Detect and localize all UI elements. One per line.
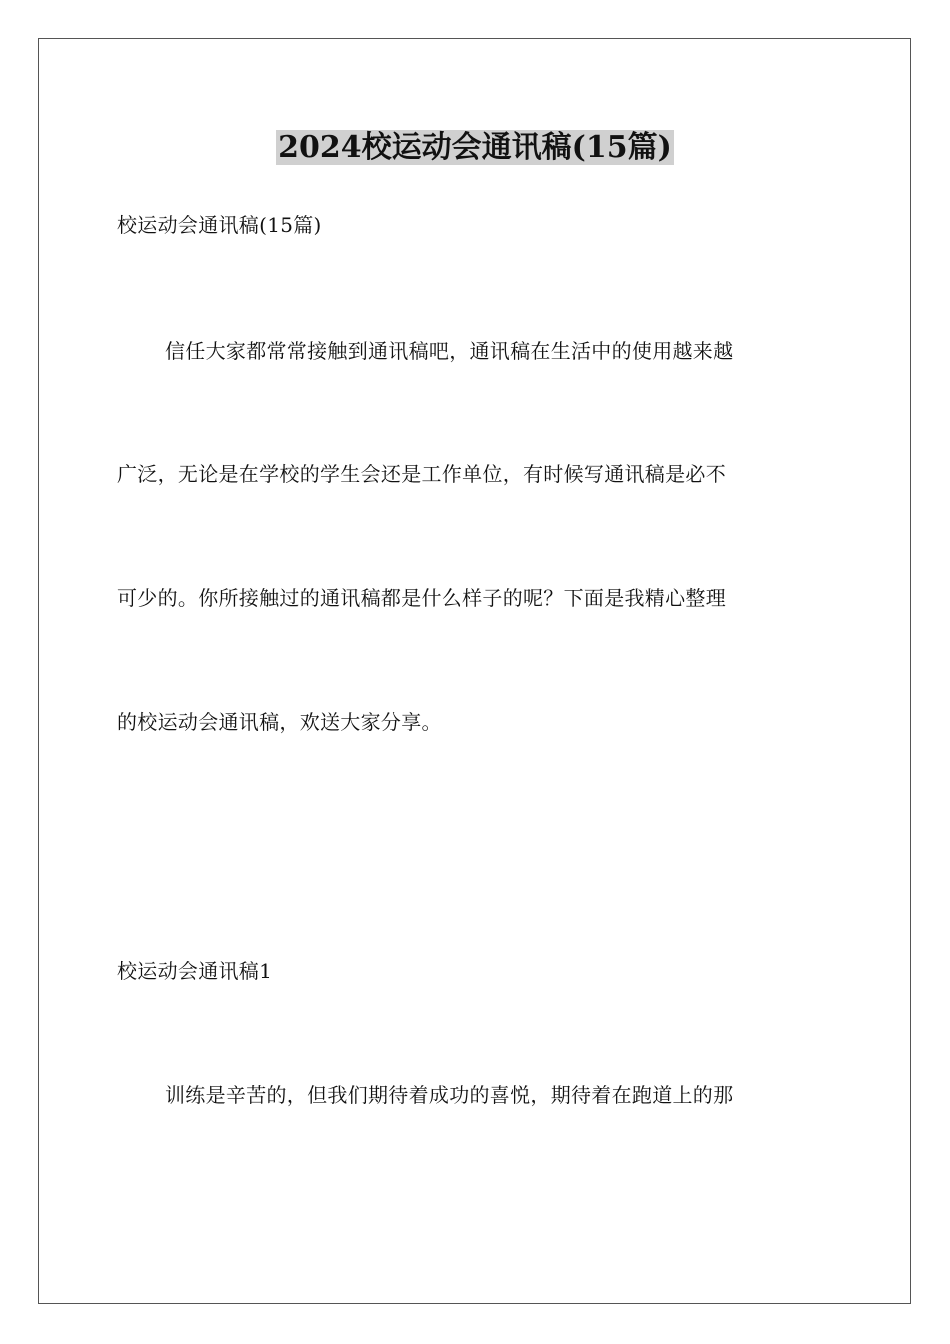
document-title-text: 2024校运动会通讯稿(15篇) — [278, 130, 672, 165]
section-heading: 校运动会通讯稿1 — [117, 959, 273, 983]
intro-paragraph-line: 可少的。你所接触过的通讯稿都是什么样子的呢？下面是我精心整理 — [117, 586, 726, 610]
document-title — [0, 128, 950, 168]
section-paragraph-line: 训练是辛苦的，但我们期待着成功的喜悦，期待着在跑道上的那 — [165, 1083, 734, 1107]
intro-paragraph-line: 的校运动会通讯稿，欢送大家分享。 — [117, 710, 442, 734]
intro-paragraph-line: 广泛，无论是在学校的学生会还是工作单位，有时候写通讯稿是必不 — [117, 462, 726, 486]
document-subtitle: 校运动会通讯稿(15篇) — [117, 213, 322, 237]
intro-paragraph-line: 信任大家都常常接触到通讯稿吧，通讯稿在生活中的使用越来越 — [165, 339, 734, 363]
